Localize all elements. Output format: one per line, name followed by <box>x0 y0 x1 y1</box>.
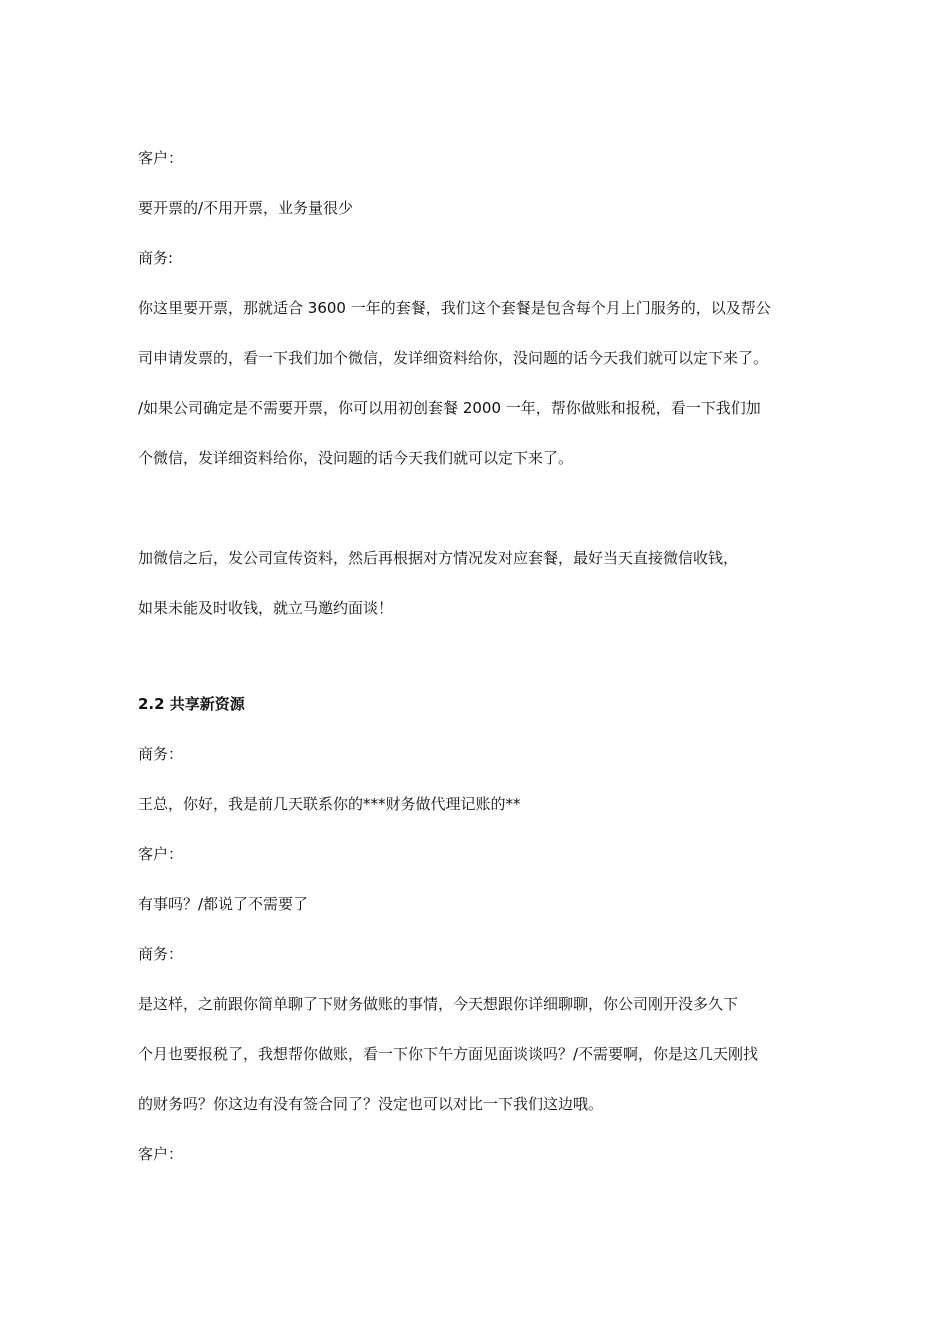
speaker-label-business: 商务: <box>138 249 174 267</box>
speaker-label-business: 商务： <box>138 945 184 963</box>
speaker-label-customer: 客户： <box>138 845 184 863</box>
section-heading: 2.2 共享新资源 <box>138 695 245 713</box>
customer-reply: 要开票的/不用开票，业务量很少 <box>138 199 354 217</box>
business-reply-line: 司申请发票的，看一下我们加个微信，发详细资料给你，没问题的话今天我们就可以定下来了。 <box>138 349 769 367</box>
instruction-line: 如果未能及时收钱，就立马邀约面谈！ <box>138 599 394 617</box>
business-reply-line: 的财务吗？你这边有没有签合同了？没定也可以对比一下我们这边哦。 <box>138 1095 604 1113</box>
business-reply-line: 个微信，发详细资料给你，没问题的话今天我们就可以定下来了。 <box>138 449 574 467</box>
business-reply-line: /如果公司确定是不需要开票，你可以用初创套餐 2000 一年，帮你做账和报税，看一下我们加 <box>138 399 761 417</box>
speaker-label-business: 商务： <box>138 745 184 763</box>
speaker-label-customer: 客户： <box>138 149 184 167</box>
business-greeting: 王总，你好，我是前几天联系你的***财务做代理记账的** <box>138 795 521 813</box>
business-reply-line: 你这里要开票，那就适合 3600 一年的套餐，我们这个套餐是包含每个月上门服务的，以及帮公 <box>138 299 771 317</box>
business-reply-line: 个月也要报税了，我想帮你做账，看一下你下午方面见面谈谈吗？/不需要啊，你是这几天刚找 <box>138 1045 759 1063</box>
speaker-label-customer: 客户： <box>138 1145 184 1163</box>
instruction-line: 加微信之后，发公司宣传资料，然后再根据对方情况发对应套餐，最好当天直接微信收钱， <box>138 549 739 567</box>
business-reply-line: 是这样，之前跟你简单聊了下财务做账的事情，今天想跟你详细聊聊，你公司刚开没多久下 <box>138 995 739 1013</box>
customer-reply: 有事吗？/都说了不需要了 <box>138 895 309 913</box>
